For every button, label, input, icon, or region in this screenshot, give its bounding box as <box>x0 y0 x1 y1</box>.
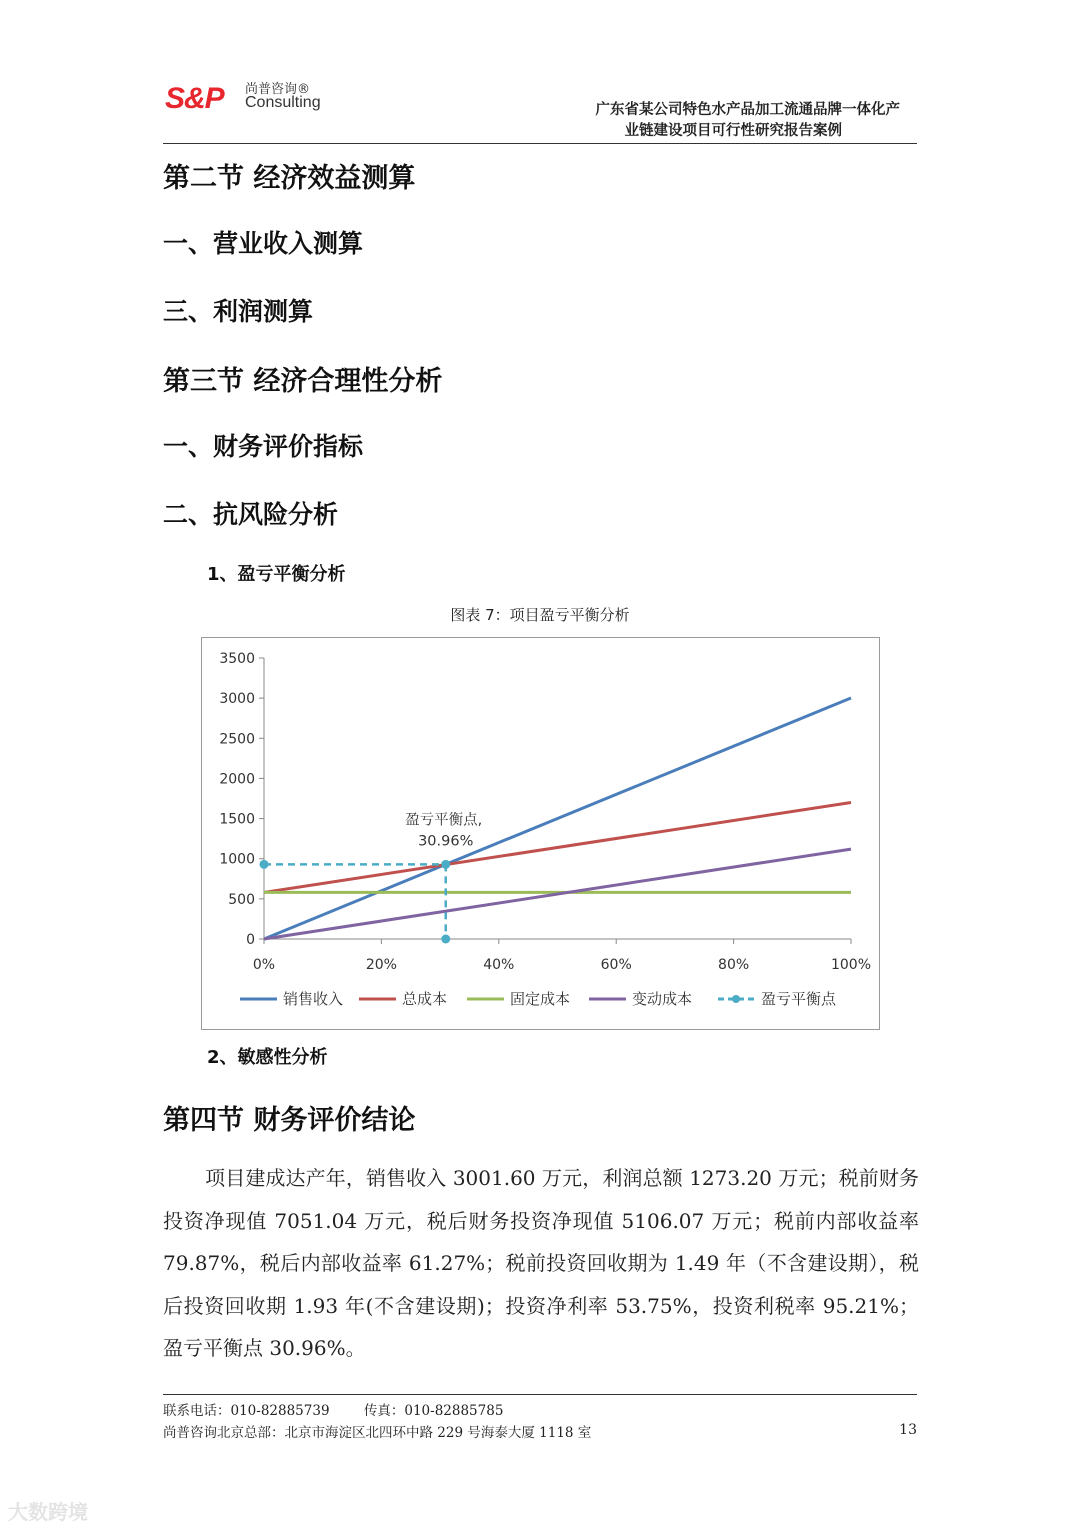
y-tick-label: 1000 <box>219 851 255 868</box>
legend-label: 总成本 <box>402 990 448 1008</box>
breakeven-label: 盈亏平衡点, <box>405 812 483 829</box>
report-title-line2: 业链建设项目可行性研究报告案例 <box>624 123 842 139</box>
company-logo <box>165 78 335 118</box>
revenue-heading: 一、营业收入测算 <box>163 229 364 258</box>
legend-label: 销售收入 <box>283 990 344 1008</box>
footer-address: 尚普咨询北京总部：北京市海淀区北四环中路 229 号海泰大厦 1118 室 <box>163 1425 592 1441</box>
profit-heading: 三、利润测算 <box>163 297 314 326</box>
breakeven-subheading: 1、盈亏平衡分析 <box>207 564 346 585</box>
section2-heading: 第二节 经济效益测算 <box>163 163 416 194</box>
footer-contact: 联系电话：010-82885739 传真：010-82885785 <box>163 1403 504 1419</box>
x-tick-label: 20% <box>365 957 397 973</box>
y-tick-label: 1500 <box>219 811 255 828</box>
x-tick-label: 100% <box>830 957 872 973</box>
conclusion-text: 项目建成达产年，销售收入 3001.60 万元，利润总额 1273.20 万元；税前财务投资净现值 7051.04 万元，税后财务投资净现值 5106.07 万元；税前内部收益率 79.87%，税后内部收益率 61.27%；税前投资回收期为 1.49 年（不含建设期），税后投资回收期 1.93 年(不含建设期)；投资净利率 53.75%，投资利税率 95.21%；盈亏平衡点 30.96%。 <box>163 1166 919 1360</box>
breakeven-marker <box>441 860 450 869</box>
header-divider <box>163 143 917 144</box>
x-tick-label: 40% <box>483 957 515 973</box>
logo-chinese-name: 尚普咨询® <box>245 82 311 97</box>
legend-label: 变动成本 <box>632 990 693 1008</box>
breakeven-chart <box>201 637 880 1030</box>
y-tick-label: 500 <box>228 891 255 908</box>
y-tick-label: 3500 <box>219 651 255 667</box>
section4-heading: 第四节 财务评价结论 <box>163 1105 416 1136</box>
x-tick-label: 80% <box>718 957 750 973</box>
legend-swatch-marker <box>732 995 740 1003</box>
breakeven-chart-svg <box>202 638 881 1031</box>
y-tick-label: 2500 <box>219 731 255 748</box>
page-number: 13 <box>899 1422 917 1438</box>
indicators-heading: 一、财务评价指标 <box>163 432 364 461</box>
report-title-line1: 广东省某公司特色水产品加工流通品牌一体化产 <box>595 102 900 118</box>
legend-label: 固定成本 <box>510 990 571 1008</box>
footer-divider <box>163 1394 917 1395</box>
sensitivity-subheading: 2、敏感性分析 <box>207 1047 328 1068</box>
breakeven-marker <box>441 935 450 944</box>
y-tick-label: 0 <box>246 932 255 948</box>
y-tick-label: 3000 <box>219 691 255 708</box>
series-line <box>264 849 851 939</box>
risk-heading: 二、抗风险分析 <box>163 500 339 529</box>
series-line <box>264 803 851 893</box>
chart-caption: 图表 7：项目盈亏平衡分析 <box>450 606 630 624</box>
watermark-text: 大数跨境 <box>8 1500 88 1524</box>
section3-heading: 第三节 经济合理性分析 <box>163 366 443 397</box>
y-tick-label: 2000 <box>219 771 255 788</box>
x-tick-label: 0% <box>252 957 276 973</box>
logo-english-name: Consulting <box>245 94 321 111</box>
logo-mark: S&P <box>165 82 224 115</box>
breakeven-label: 30.96% <box>418 833 474 850</box>
series-line <box>264 698 851 939</box>
x-tick-label: 60% <box>600 957 632 973</box>
conclusion-paragraph <box>163 1157 919 1370</box>
breakeven-marker <box>260 860 269 869</box>
report-title <box>500 100 900 142</box>
legend-label: 盈亏平衡点 <box>761 990 837 1008</box>
